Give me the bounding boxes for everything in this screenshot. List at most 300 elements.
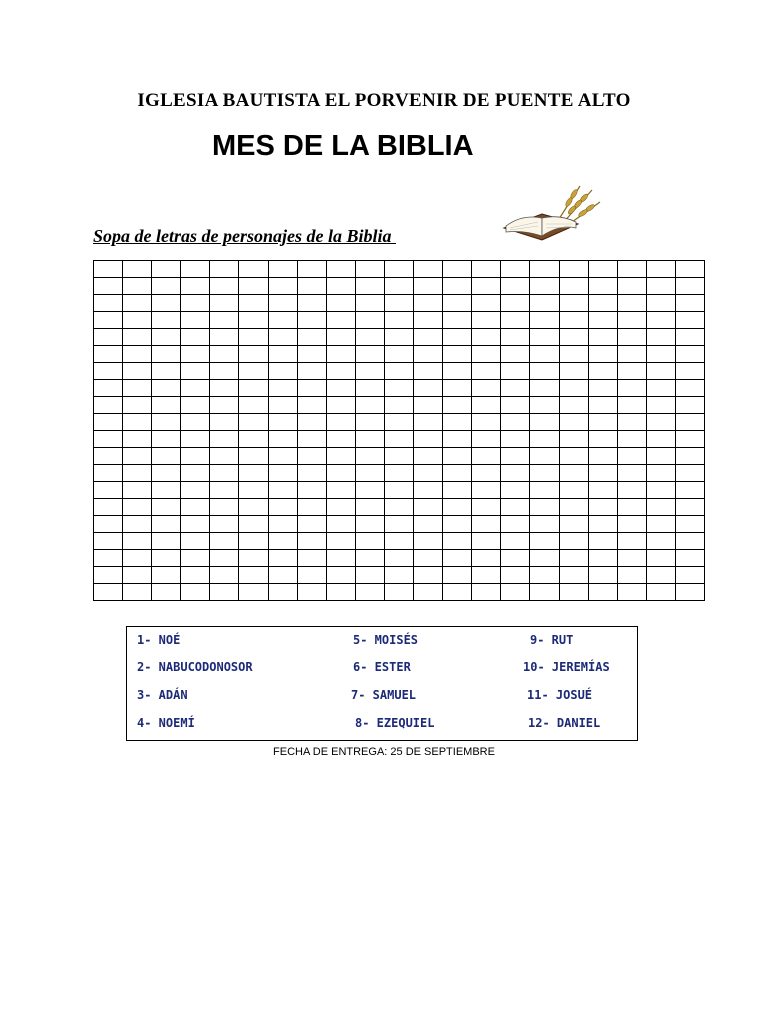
grid-cell [181,295,210,312]
grid-cell [443,295,472,312]
grid-cell [617,499,646,516]
grid-cell [210,278,239,295]
grid-row [94,380,705,397]
grid-cell [326,499,355,516]
grid-cell [181,431,210,448]
grid-cell [239,397,268,414]
grid-cell [559,448,588,465]
grid-cell [559,431,588,448]
grid-cell [355,329,384,346]
grid-row [94,448,705,465]
grid-cell [617,431,646,448]
grid-cell [501,567,530,584]
grid-cell [326,465,355,482]
grid-cell [152,516,181,533]
grid-cell [239,329,268,346]
grid-cell [152,431,181,448]
grid-cell [181,414,210,431]
grid-cell [123,295,152,312]
grid-cell [94,278,123,295]
grid-cell [646,448,675,465]
grid-cell [239,346,268,363]
grid-cell [181,533,210,550]
grid-cell [297,380,326,397]
grid-cell [94,584,123,601]
grid-cell [326,312,355,329]
grid-cell [472,329,501,346]
grid-cell [355,465,384,482]
grid-cell [297,499,326,516]
grid-cell [297,567,326,584]
church-name: IGLESIA BAUTISTA EL PORVENIR DE PUENTE ALTO [137,90,631,111]
grid-cell [94,550,123,567]
grid-row [94,465,705,482]
grid-cell [210,363,239,380]
grid-row [94,516,705,533]
grid-cell [588,295,617,312]
grid-cell [617,261,646,278]
grid-cell [152,295,181,312]
grid-cell [617,397,646,414]
grid-cell [646,482,675,499]
grid-cell [152,397,181,414]
grid-cell [152,329,181,346]
grid-cell [326,414,355,431]
grid-cell [326,380,355,397]
grid-cell [239,499,268,516]
page-title: MES DE LA BIBLIA [212,130,474,162]
grid-cell [617,295,646,312]
grid-row [94,261,705,278]
grid-cell [675,312,704,329]
word-list-box [126,626,638,741]
grid-cell [675,329,704,346]
grid-cell [326,397,355,414]
grid-cell [268,363,297,380]
grid-row [94,295,705,312]
grid-cell [297,278,326,295]
grid-cell [443,516,472,533]
grid-cell [675,431,704,448]
grid-cell [239,533,268,550]
grid-cell [646,312,675,329]
grid-cell [617,414,646,431]
grid-cell [443,499,472,516]
grid-cell [501,346,530,363]
grid-cell [501,261,530,278]
grid-cell [384,516,413,533]
grid-cell [355,414,384,431]
grid-cell [239,380,268,397]
grid-cell [617,448,646,465]
grid-cell [675,533,704,550]
grid-cell [646,329,675,346]
grid-cell [501,363,530,380]
grid-cell [559,533,588,550]
grid-cell [210,499,239,516]
grid-cell [501,533,530,550]
grid-cell [617,329,646,346]
grid-cell [588,499,617,516]
word-search-grid [93,260,705,601]
grid-cell [181,482,210,499]
grid-row [94,482,705,499]
grid-cell [501,448,530,465]
grid-cell [355,278,384,295]
grid-cell [123,465,152,482]
grid-cell [326,295,355,312]
grid-cell [181,346,210,363]
grid-cell [297,516,326,533]
grid-cell [384,499,413,516]
grid-cell [384,465,413,482]
grid-cell [210,295,239,312]
grid-cell [646,533,675,550]
grid-cell [268,465,297,482]
grid-cell [94,397,123,414]
grid-cell [94,380,123,397]
grid-cell [530,363,559,380]
grid-cell [414,380,443,397]
grid-cell [210,465,239,482]
grid-cell [443,533,472,550]
grid-cell [675,414,704,431]
grid-cell [181,278,210,295]
grid-cell [355,363,384,380]
grid-cell [472,278,501,295]
grid-cell [559,380,588,397]
grid-cell [94,533,123,550]
grid-cell [239,414,268,431]
grid-cell [268,312,297,329]
grid-cell [123,397,152,414]
grid-cell [326,329,355,346]
grid-cell [326,550,355,567]
grid-cell [443,329,472,346]
grid-cell [152,414,181,431]
grid-cell [472,414,501,431]
grid-cell [210,516,239,533]
grid-cell [617,516,646,533]
grid-cell [530,499,559,516]
grid-cell [414,482,443,499]
grid-cell [646,584,675,601]
grid-cell [239,295,268,312]
grid-cell [414,397,443,414]
grid-cell [210,261,239,278]
grid-cell [443,397,472,414]
grid-cell [355,397,384,414]
grid-cell [675,465,704,482]
grid-cell [646,499,675,516]
grid-cell [268,329,297,346]
grid-cell [94,465,123,482]
grid-cell [181,397,210,414]
grid-cell [675,567,704,584]
grid-cell [210,397,239,414]
grid-cell [414,533,443,550]
grid-row [94,414,705,431]
grid-cell [297,261,326,278]
grid-cell [472,482,501,499]
grid-cell [472,567,501,584]
grid-cell [268,550,297,567]
grid-cell [443,363,472,380]
grid-cell [472,465,501,482]
grid-cell [617,346,646,363]
grid-cell [501,482,530,499]
grid-cell [530,533,559,550]
grid-cell [530,482,559,499]
grid-cell [617,584,646,601]
grid-cell [384,584,413,601]
grid-cell [268,295,297,312]
grid-cell [355,312,384,329]
grid-cell [152,499,181,516]
grid-cell [326,584,355,601]
grid-cell [384,550,413,567]
grid-cell [355,346,384,363]
grid-cell [472,533,501,550]
grid-cell [501,278,530,295]
grid-cell [239,363,268,380]
grid-cell [123,261,152,278]
grid-cell [501,295,530,312]
grid-cell [443,431,472,448]
grid-cell [530,584,559,601]
grid-cell [152,550,181,567]
word-item: 9- RUT [530,633,574,647]
grid-cell [123,414,152,431]
grid-cell [646,295,675,312]
grid-cell [559,261,588,278]
grid-cell [530,516,559,533]
grid-cell [355,431,384,448]
grid-cell [384,261,413,278]
grid-cell [152,278,181,295]
grid-cell [297,448,326,465]
grid-cell [588,516,617,533]
grid-cell [326,278,355,295]
grid-cell [268,482,297,499]
grid-cell [501,380,530,397]
grid-cell [675,516,704,533]
grid-cell [94,516,123,533]
grid-cell [501,465,530,482]
grid-cell [414,346,443,363]
grid-row [94,312,705,329]
grid-cell [443,550,472,567]
grid-cell [123,431,152,448]
grid-cell [123,363,152,380]
grid-cell [297,312,326,329]
grid-cell [239,312,268,329]
grid-cell [443,380,472,397]
grid-cell [94,363,123,380]
grid-cell [152,261,181,278]
grid-cell [559,499,588,516]
grid-cell [268,516,297,533]
grid-cell [210,533,239,550]
grid-cell [675,261,704,278]
grid-cell [530,397,559,414]
grid-cell [384,414,413,431]
grid-cell [297,465,326,482]
grid-cell [384,278,413,295]
grid-cell [94,499,123,516]
grid-cell [152,380,181,397]
grid-cell [326,261,355,278]
word-item: 6- ESTER [353,660,411,674]
grid-row [94,346,705,363]
grid-cell [181,465,210,482]
grid-cell [239,278,268,295]
grid-cell [384,346,413,363]
grid-cell [443,482,472,499]
grid-cell [588,533,617,550]
grid-cell [675,295,704,312]
grid-cell [414,550,443,567]
grid-cell [501,550,530,567]
grid-cell [181,261,210,278]
grid-cell [210,329,239,346]
grid-cell [559,295,588,312]
grid-cell [414,278,443,295]
grid-cell [123,482,152,499]
grid-cell [646,567,675,584]
grid-cell [123,278,152,295]
grid-cell [472,261,501,278]
grid-cell [472,448,501,465]
grid-cell [152,312,181,329]
grid-cell [443,261,472,278]
grid-cell [297,550,326,567]
grid-cell [355,584,384,601]
grid-cell [210,584,239,601]
grid-cell [617,482,646,499]
grid-cell [588,482,617,499]
grid-cell [210,550,239,567]
grid-cell [646,550,675,567]
grid-cell [559,465,588,482]
grid-cell [123,499,152,516]
grid-cell [268,533,297,550]
grid-cell [181,380,210,397]
grid-cell [675,278,704,295]
grid-cell [181,329,210,346]
grid-cell [472,312,501,329]
grid-cell [239,567,268,584]
word-item: 1- NOÉ [137,633,181,647]
grid-cell [559,414,588,431]
grid-cell [530,312,559,329]
grid-cell [355,448,384,465]
grid-cell [123,550,152,567]
grid-cell [152,584,181,601]
grid-cell [530,329,559,346]
grid-cell [646,431,675,448]
grid-cell [501,329,530,346]
grid-cell [94,431,123,448]
grid-cell [617,278,646,295]
grid-cell [559,550,588,567]
grid-cell [384,295,413,312]
word-item: 8- EZEQUIEL [355,716,435,730]
grid-cell [384,533,413,550]
grid-cell [588,414,617,431]
grid-cell [443,414,472,431]
grid-cell [617,550,646,567]
grid-cell [355,295,384,312]
grid-cell [297,533,326,550]
grid-cell [123,448,152,465]
grid-cell [239,431,268,448]
grid-cell [530,380,559,397]
grid-cell [559,346,588,363]
grid-cell [152,533,181,550]
grid-cell [384,380,413,397]
grid-cell [123,567,152,584]
grid-cell [588,397,617,414]
grid-cell [152,465,181,482]
grid-cell [443,346,472,363]
word-item: 10- JEREMÍAS [523,660,610,674]
grid-cell [297,414,326,431]
grid-cell [443,465,472,482]
grid-cell [268,499,297,516]
grid-cell [210,448,239,465]
grid-cell [239,516,268,533]
grid-cell [297,397,326,414]
grid-cell [617,567,646,584]
grid-cell [414,431,443,448]
grid-cell [559,329,588,346]
grid-cell [268,414,297,431]
grid-cell [675,363,704,380]
grid-row [94,329,705,346]
grid-cell [355,516,384,533]
grid-row [94,584,705,601]
grid-cell [588,567,617,584]
grid-cell [472,380,501,397]
grid-cell [181,448,210,465]
grid-cell [530,414,559,431]
grid-cell [675,550,704,567]
grid-cell [675,448,704,465]
grid-cell [268,584,297,601]
grid-cell [559,363,588,380]
grid-row [94,567,705,584]
grid-cell [384,431,413,448]
grid-cell [530,261,559,278]
grid-cell [588,363,617,380]
grid-cell [559,397,588,414]
grid-cell [414,363,443,380]
grid-cell [94,329,123,346]
grid-cell [123,584,152,601]
grid-cell [443,567,472,584]
grid-cell [297,482,326,499]
grid-cell [646,465,675,482]
grid-cell [355,567,384,584]
grid-cell [414,261,443,278]
grid-cell [326,482,355,499]
grid-cell [94,295,123,312]
grid-cell [530,431,559,448]
grid-cell [646,261,675,278]
grid-cell [94,346,123,363]
grid-cell [326,448,355,465]
